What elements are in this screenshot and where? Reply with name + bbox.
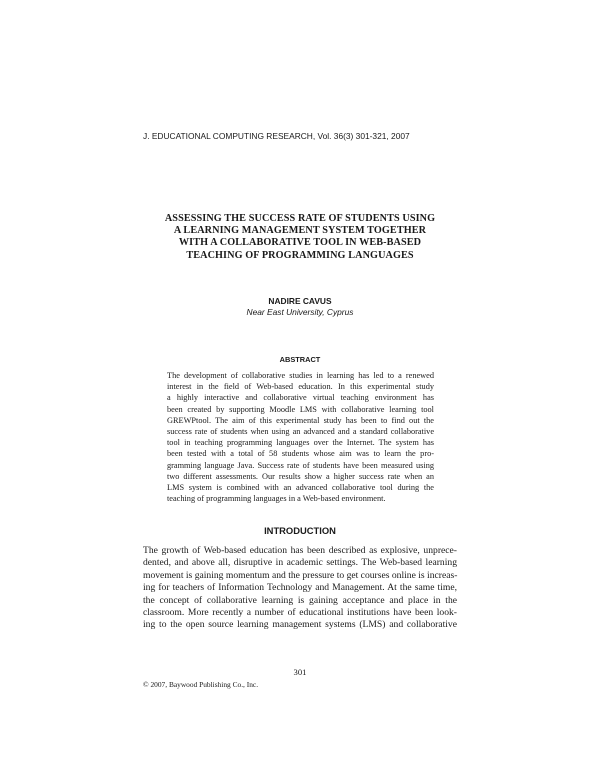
body-line: dented, and above all, disruptive in academic settings. The Web-based learning — [143, 557, 457, 569]
author-name: NADIRE CAVUS — [268, 296, 332, 306]
body-line: The growth of Web-based education has been described as explosive, unprece- — [143, 545, 457, 556]
title-line: WITH A COLLABORATIVE TOOL IN WEB-BASED — [178, 237, 422, 249]
abstract-line: GREWPtool. The aim of this experimental study has been to find out the — [167, 415, 434, 425]
abstract-line: been tested with a total of 58 students whose aim was to learn the pro- — [167, 449, 434, 459]
abstract-line: teaching of programming languages in a Web-based environment. — [167, 494, 386, 504]
abstract-line: The development of collaborative studies in learning has led to a renewed — [167, 371, 434, 380]
article-title — [143, 213, 457, 262]
body-line: the concept of collaborative learning is gaining acceptance and place in the — [143, 594, 457, 606]
journal-citation: J. EDUCATIONAL COMPUTING RESEARCH, Vol. 36(3) 301-321, 2007 — [143, 131, 410, 141]
body-line: ing for teachers of Information Technology and Management. At the same time, — [143, 582, 457, 594]
abstract-line: tool in teaching programming languages over the Internet. The system has — [167, 438, 434, 448]
abstract-line: interest in the field of Web-based education. In this experimental study — [167, 382, 434, 392]
abstract-body — [167, 370, 434, 504]
body-line: movement is gaining momentum and the pressure to get courses online is increas- — [143, 569, 458, 581]
copyright-notice: © 2007, Baywood Publishing Co., Inc. — [143, 680, 259, 689]
abstract-line: LMS system is combined with an advanced collaborative tool during the — [167, 483, 434, 493]
abstract-line: been created by supporting Moodle LMS with collaborative learning tool — [167, 404, 434, 414]
abstract-line: two different assessments. Our results show a higher success rate when an — [167, 471, 434, 481]
page-number: 301 — [293, 667, 307, 677]
title-line: TEACHING OF PROGRAMMING LANGUAGES — [186, 249, 414, 261]
title-line: A LEARNING MANAGEMENT SYSTEM TOGETHER — [173, 225, 427, 237]
abstract-heading: ABSTRACT — [279, 355, 321, 364]
introduction-body — [143, 545, 457, 632]
author-affiliation: Near East University, Cyprus — [246, 307, 354, 317]
body-line: ing to the open source learning management systems (LMS) and collaborative — [143, 619, 457, 631]
body-line: classroom. More recently a number of educational institutions have been look- — [143, 607, 457, 619]
introduction-heading: INTRODUCTION — [264, 525, 336, 536]
abstract-line: gramming language Java. Success rate of students have been measured using — [167, 460, 434, 470]
title-line: ASSESSING THE SUCCESS RATE OF STUDENTS USING — [164, 213, 436, 224]
abstract-line: a highly interactive and collaborative virtual teaching environment has — [167, 393, 434, 403]
abstract-line: success rate of students when using an advanced and a standard collaborative — [167, 427, 434, 437]
